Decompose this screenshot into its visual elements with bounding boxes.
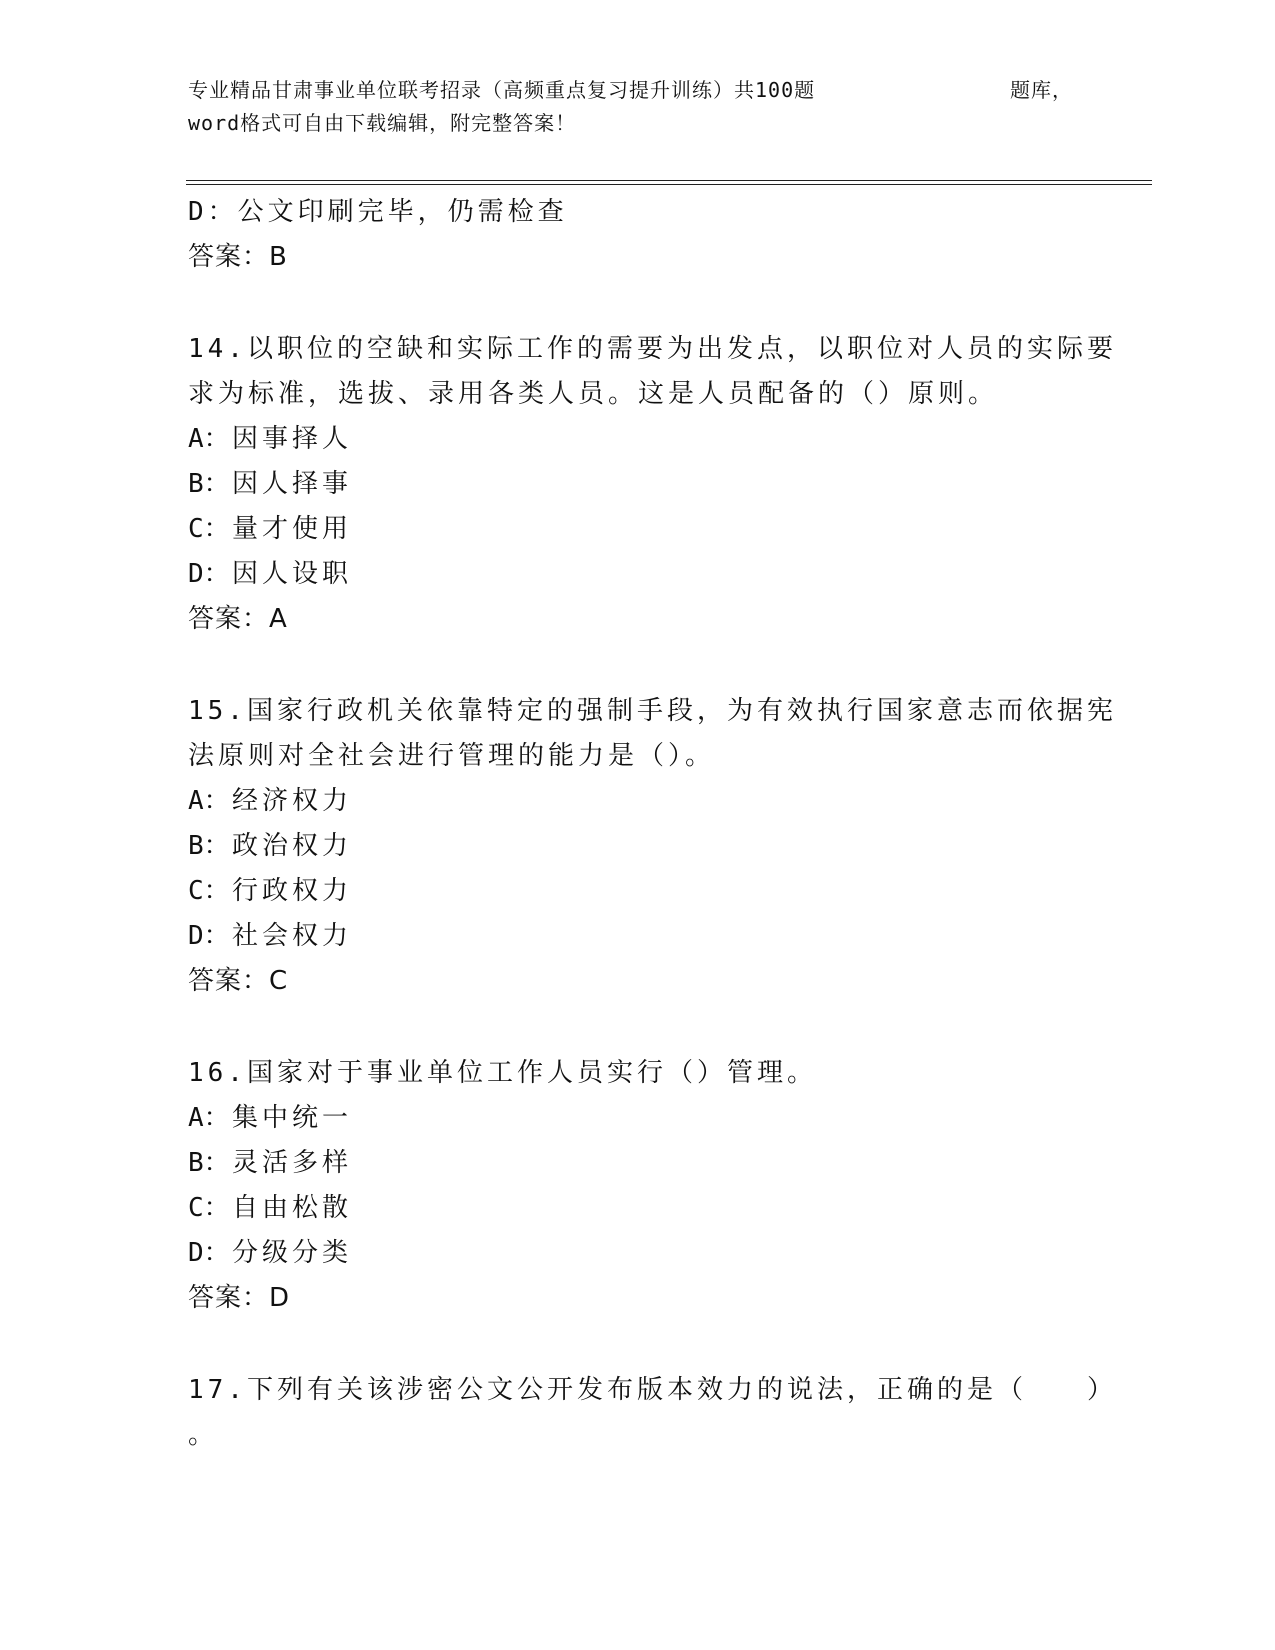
question-text-line: 17.下列有关该涉密公文公开发布版本效力的说法，正确的是（ ）: [188, 1375, 1117, 1405]
option-letter: C：: [188, 514, 230, 544]
header-line-1: [188, 74, 1088, 107]
option-text: 因事择人: [232, 424, 353, 454]
spacer: [188, 642, 1108, 689]
option-letter: B：: [188, 1148, 230, 1178]
question-text-line: 求为标准，选拔、录用各类人员。这是人员配备的（）原则。: [188, 379, 999, 409]
option-a: [188, 1096, 1108, 1141]
option-b: [188, 462, 1108, 507]
question-answer: 答案：C: [188, 966, 289, 996]
question-text-line: 法原则对全社会进行管理的能力是（）。: [188, 741, 716, 771]
spacer: [188, 1321, 1108, 1368]
option-text: 自由松散: [232, 1193, 353, 1223]
document-header: [188, 74, 1088, 140]
question-15: [188, 689, 1117, 1004]
question-13-option-d: D：公文印刷完毕，仍需检查: [188, 197, 568, 227]
option-text: 政治权力: [232, 831, 353, 861]
question-13-answer: 答案：B: [188, 242, 288, 272]
option-text: 量才使用: [232, 514, 353, 544]
header-title-suffix: 题库，: [1010, 78, 1073, 102]
question-answer: 答案：D: [188, 1283, 291, 1313]
option-d: [188, 914, 1108, 959]
spacer: [188, 1004, 1108, 1051]
question-text-line: 14.以职位的空缺和实际工作的需要为出发点，以职位对人员的实际要: [188, 334, 1117, 364]
option-text: 因人设职: [232, 559, 353, 589]
option-d: [188, 552, 1108, 597]
option-text: 分级分类: [232, 1238, 353, 1268]
option-a: [188, 779, 1108, 824]
option-text: 行政权力: [232, 876, 353, 906]
option-letter: C：: [188, 1193, 230, 1223]
option-c: [188, 1186, 1108, 1231]
option-b: [188, 824, 1108, 869]
header-title: 专业精品甘肃事业单位联考招录（高频重点复习提升训练）共100题: [188, 78, 816, 102]
option-text: 社会权力: [232, 921, 353, 951]
header-line-2: word格式可自由下载编辑，附完整答案！: [188, 111, 577, 135]
option-letter: D：: [188, 921, 230, 951]
option-letter: B：: [188, 831, 230, 861]
option-letter: A：: [188, 424, 230, 454]
option-text: 经济权力: [232, 786, 353, 816]
option-text: 集中统一: [232, 1103, 353, 1133]
question-text-line: 。: [188, 1420, 219, 1450]
header-divider-top: [186, 180, 1152, 181]
option-c: [188, 869, 1108, 914]
option-letter: A：: [188, 786, 230, 816]
option-letter: D：: [188, 1238, 230, 1268]
option-letter: A：: [188, 1103, 230, 1133]
option-d: [188, 1231, 1108, 1276]
header-divider-bottom: [186, 184, 1152, 185]
option-b: [188, 1141, 1108, 1186]
option-letter: D：: [188, 559, 230, 589]
question-text-line: 15.国家行政机关依靠特定的强制手段，为有效执行国家意志而依据宪: [188, 696, 1117, 726]
option-c: [188, 507, 1108, 552]
question-14: [188, 327, 1117, 642]
document-body: [188, 190, 1117, 1458]
question-16: [188, 1051, 1108, 1321]
question-text-line: 16.国家对于事业单位工作人员实行（）管理。: [188, 1058, 817, 1088]
option-text: 灵活多样: [232, 1148, 353, 1178]
spacer: [188, 280, 1108, 327]
option-a: [188, 417, 1108, 462]
option-text: 因人择事: [232, 469, 353, 499]
option-letter: B：: [188, 469, 230, 499]
option-letter: C：: [188, 876, 230, 906]
question-17: [188, 1368, 1117, 1458]
question-answer: 答案：A: [188, 604, 288, 634]
